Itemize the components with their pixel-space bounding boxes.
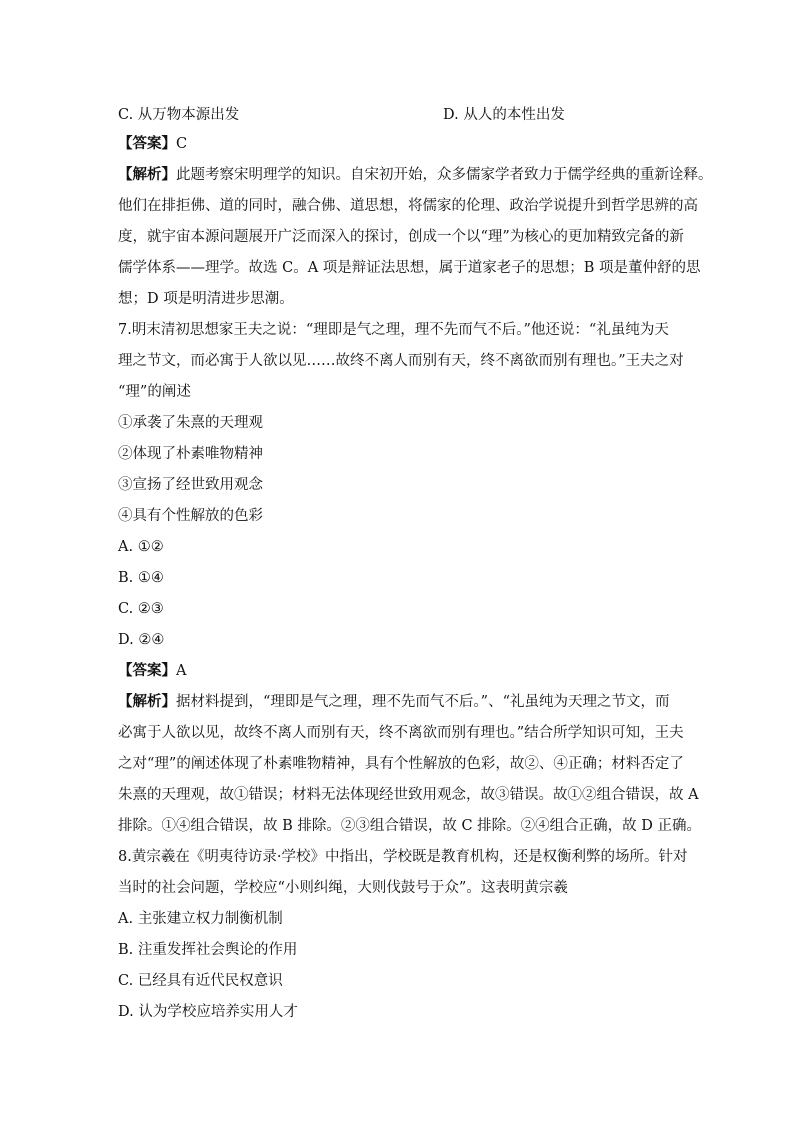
q7-option-d: D. ②④ xyxy=(118,632,165,648)
q8-option-b: B. 注重发挥社会舆论的作用 xyxy=(118,942,298,958)
q6-analysis-line-3: 度，就宇宙本源问题展开广泛而深入的探讨，创成一个以“理”为核心的更加精致完备的新 xyxy=(118,229,684,245)
answer-label: 【答案】 xyxy=(118,135,176,152)
q6-analysis-line-5: 想；D 项是明清进步思潮。 xyxy=(118,291,294,307)
q6-analysis-line-2: 他们在排拒佛、道的同时，融合佛、道思想，将儒家的伦理、政治学说提升到哲学思辨的高 xyxy=(118,198,698,214)
q7-stem-line-2: 理之节文，而必寓于人欲以见……故终不离人而别有天，终不离欲而别有理也。”王夫之对 xyxy=(118,353,684,369)
analysis-label: 【解析】 xyxy=(118,166,176,183)
q7-option-b: B. ①④ xyxy=(118,570,164,586)
answer-label: 【答案】 xyxy=(118,662,176,679)
q7-analysis-line-4: 朱熹的天理观，故①错误；材料无法体现经世致用观念，故③错误。故①②组合错误，故 A xyxy=(118,787,699,803)
q7-item-4: ④具有个性解放的色彩 xyxy=(118,508,263,524)
q7-stem-line-3: “理”的阐述 xyxy=(118,384,191,400)
answer-value: C xyxy=(176,136,188,152)
q8-stem-line-1: 8.黄宗羲在《明夷待访录·学校》中指出，学校既是教育机构，还是权衡利弊的场所。针对 xyxy=(118,849,688,865)
q7-option-a: A. ①② xyxy=(118,539,164,555)
q7-item-3: ③宣扬了经世致用观念 xyxy=(118,477,263,493)
q7-answer xyxy=(118,661,186,681)
q8-option-d: D. 认为学校应培养实用人才 xyxy=(118,1004,298,1020)
q7-option-c: C. ②③ xyxy=(118,601,164,617)
q6-analysis-line-1: 【解析】此题考察宋明理学的知识。自宋初开始，众多儒家学者致力于儒学经典的重新诠释。 xyxy=(118,166,713,183)
analysis-label: 【解析】 xyxy=(118,693,176,710)
answer-value: A xyxy=(176,663,187,679)
q7-item-2: ②体现了朴素唯物精神 xyxy=(118,446,263,462)
q8-option-c: C. 已经具有近代民权意识 xyxy=(118,973,283,989)
q7-analysis-line-1: 【解析】据材料提到，“理即是气之理，理不先而气不后。”、“礼虽纯为天理之节文，而 xyxy=(118,693,670,710)
q6-answer xyxy=(118,134,187,154)
q8-stem-line-2: 当时的社会问题，学校应“小则纠绳，大则伐鼓号于众”。这表明黄宗羲 xyxy=(118,880,568,896)
q8-option-a: A. 主张建立权力制衡机制 xyxy=(118,911,283,927)
q7-analysis-line-5: 排除。①④组合错误，故 B 排除。②③组合错误，故 C 排除。②④组合正确，故 D 正确。 xyxy=(118,818,702,834)
q7-item-1: ①承袭了朱熹的天理观 xyxy=(118,415,263,431)
q6-option-c: C. 从万物本源出发 xyxy=(118,107,240,123)
q7-analysis-line-3: 之对“理”的阐述体现了朴素唯物精神，具有个性解放的色彩，故②、④正确；材料否定了 xyxy=(118,756,684,772)
q7-stem-line-1: 7.明末清初思想家王夫之说：“理即是气之理，理不先而气不后。”他还说：“礼虽纯为天 xyxy=(118,322,669,338)
q6-option-d: D. 从人的本性出发 xyxy=(443,107,565,123)
q7-analysis-line-2: 必寓于人欲以见，故终不离人而别有天，终不离欲而别有理也。”结合所学知识可知，王夫 xyxy=(118,725,684,741)
q6-analysis-line-4: 儒学体系——理学。故选 C。A 项是辩证法思想，属于道家老子的思想；B 项是董仲舒的思 xyxy=(118,260,701,276)
